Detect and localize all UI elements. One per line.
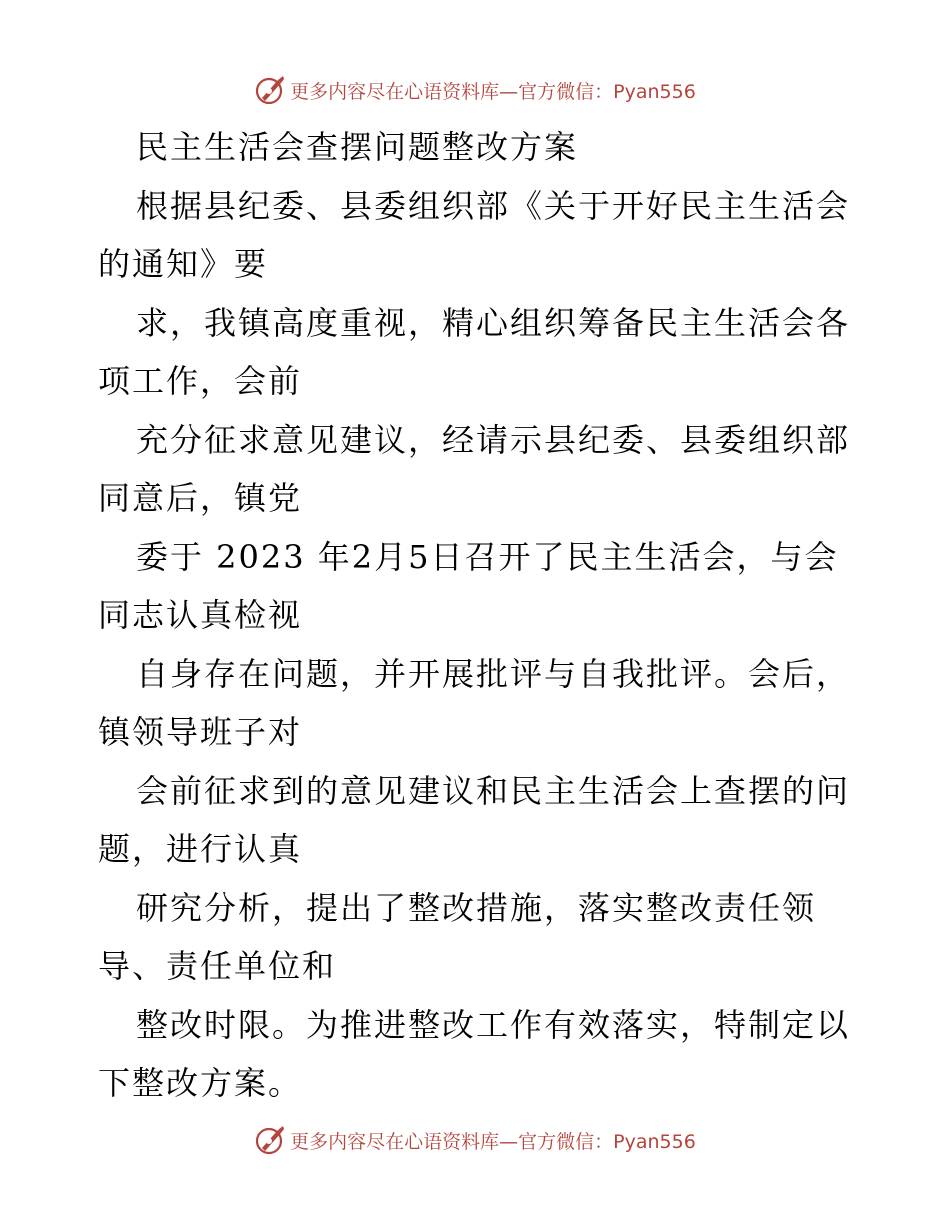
text-line: 下整改方案。 — [98, 1064, 303, 1102]
text-line: 导、责任单位和 — [98, 947, 337, 985]
footer-watermark — [0, 1120, 950, 1160]
watermark-label: 更多内容尽在心语资料库—官方微信： — [290, 80, 614, 103]
text-line: 委于 2023 年2月5日召开了民主生活会，与会 — [136, 537, 839, 576]
text-line: 根据县纪委、县委组织部《关于开好民主生活会 — [136, 186, 851, 225]
watermark-handle: Pyan556 — [613, 1130, 696, 1153]
watermark-label: 更多内容尽在心语资料库—官方微信： — [290, 1130, 614, 1153]
text-line: 同志认真检视 — [98, 596, 303, 634]
text-line: 同意后，镇党 — [98, 479, 303, 517]
text-line: 项工作，会前 — [98, 362, 303, 400]
text-line: 镇领导班子对 — [98, 713, 303, 751]
text-line: 充分征求意见建议，经请示县纪委、县委组织部 — [136, 420, 851, 459]
text-line: 自身存在问题，并开展批评与自我批评。会后， — [136, 654, 851, 693]
watermark-text — [290, 1127, 696, 1154]
text-line: 求，我镇高度重视，精心组织筹备民主生活会各 — [136, 303, 851, 342]
document-body — [98, 118, 858, 1113]
text-line: 题，进行认真 — [98, 830, 303, 868]
header-watermark — [0, 70, 950, 110]
text-line: 的通知》要 — [98, 245, 269, 283]
watermark-handle: Pyan556 — [613, 80, 696, 103]
text-line: 会前征求到的意见建议和民主生活会上查摆的问 — [136, 771, 851, 810]
text-line: 整改时限。为推进整改工作有效落实，特制定以 — [136, 1005, 851, 1044]
quill-logo-icon — [254, 74, 286, 106]
watermark-text — [290, 77, 696, 104]
document-title: 民主生活会查摆问题整改方案 — [136, 128, 579, 166]
text-line: 研究分析，提出了整改措施，落实整改责任领 — [136, 888, 817, 927]
quill-logo-icon — [254, 1124, 286, 1156]
